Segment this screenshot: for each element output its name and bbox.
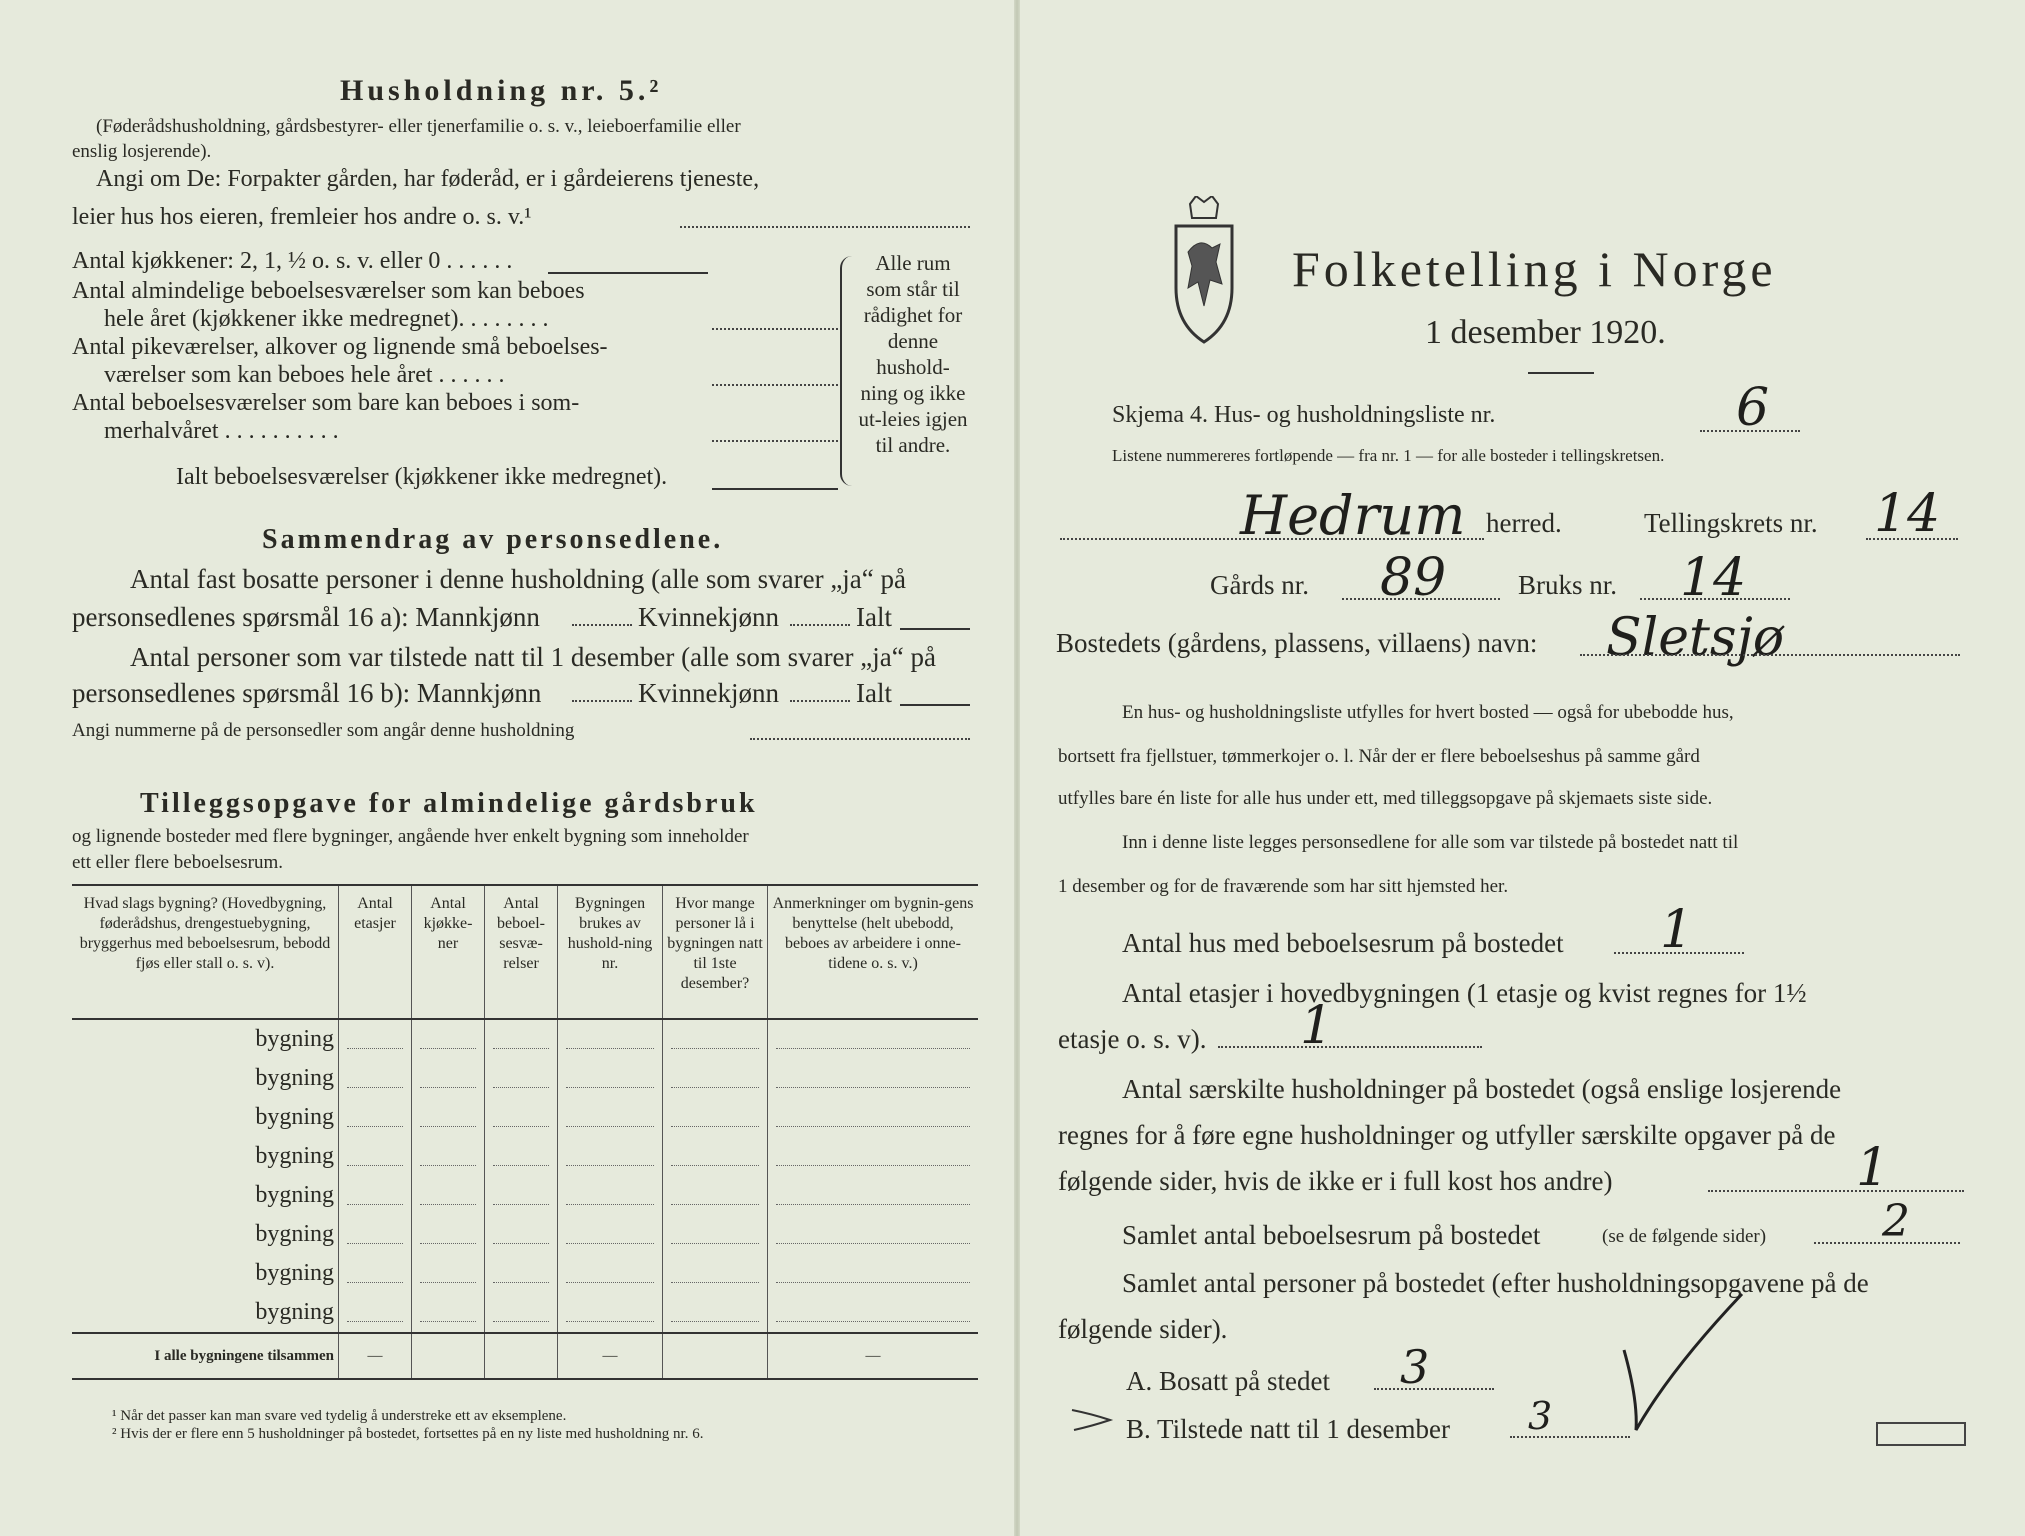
floors-line [1218,1046,1482,1048]
building-row-label: bygning [255,1182,334,1208]
schema-number: 6 [1736,378,1770,438]
bruks-value: 14 [1680,548,1747,608]
building-row [72,1059,978,1098]
herred-label: herred. [1486,508,1562,538]
small-rooms-question-2: værelser som kan beboes hele året . . . . . . [104,362,505,388]
total-rooms-question: Ialt beboelsesværelser (kjøkkener ikke medregnet). [176,464,668,490]
building-row [72,1019,978,1059]
schema-line [1700,430,1800,432]
total-label-1: Ialt [856,602,892,632]
resident-question: A. Bosatt på stedet [1126,1366,1330,1396]
total-household: — [558,1333,663,1379]
floors-question-1: Antal etasjer i hovedbygningen (1 etasje og kvist regnes for 1½ [1122,978,1807,1008]
building-row [72,1215,978,1254]
numbering-note: Listene nummereres fortløpende — fra nr. 1 — for alle bosteder i tellingskretsen. [1112,446,1665,465]
census-date: 1 desember 1920. [1425,314,1666,351]
total-remarks: — [768,1333,979,1379]
building-row-label: bygning [255,1299,334,1325]
rooms-answer-line [712,328,838,330]
brace [840,256,856,486]
building-row-label: bygning [255,1065,334,1091]
building-row [72,1137,978,1176]
household-title: Husholdning nr. 5.² [340,74,663,107]
supplement-line-2: ett eller flere beboelsesrum. [72,852,284,873]
building-table [72,884,978,1380]
header-floors: Antal etasjer [339,885,412,1019]
main-title: Folketelling i Norge [1292,241,1777,297]
summer-rooms-answer-line [712,440,838,442]
krets-line [1866,538,1958,540]
building-table-header [72,885,978,1019]
instruction-1b: bortsett fra fjellstuer, tømmerkojer o. l. Når der er flere beboelseshus på samme gård [1058,746,1700,767]
kitchens-answer-line [548,272,708,274]
building-total-row [72,1333,978,1379]
instruction-2b: 1 desember og for de fraværende som har sitt hjemsted her. [1058,876,1509,897]
female-label-2: Kvinnekjønn [638,678,779,708]
bosted-label: Bostedets (gårdens, plassens, villaens) navn: [1056,628,1538,658]
building-row [72,1293,978,1333]
summary-line-1a: Antal fast bosatte personer i denne husholdning (alle som svarer „ja“ på [130,564,906,594]
building-row-label: bygning [255,1143,334,1169]
resident-value: 3 [1400,1340,1430,1394]
floors-question-2: etasje o. s. v). [1058,1024,1207,1054]
supplement-title: Tilleggsopgave for almindelige gårdsbruk [140,788,758,819]
bruks-label: Bruks nr. [1518,570,1618,600]
household-question-1: Angi om De: Forpakter gården, har føderåd, er i gårdeierens tjeneste, [96,166,760,192]
kitchens-question: Antal kjøkkener: 2, 1, ½ o. s. v. eller 0 . . . . . . [72,248,513,274]
rooms-question-1: Antal almindelige beboelsesværelser som kan beboes [72,278,585,304]
houses-question: Antal hus med beboelsesrum på bostedet [1122,928,1564,958]
header-household-no: Bygningen brukes av hushold-ning nr. [558,885,663,1019]
persons-question-2: følgende sider). [1058,1314,1228,1344]
building-row [72,1176,978,1215]
total-rooms-answer-line [712,488,838,490]
building-row-label: bygning [255,1260,334,1286]
brace-note: Alle rum som står til rådighet for denne hushold-ning og ikke ut-leies igjen til andre. [858,251,968,457]
floors-value: 1 [1300,996,1334,1056]
households-value: 1 [1856,1138,1890,1198]
krets-label: Tellingskrets nr. [1644,508,1818,538]
total-floors: — [339,1333,412,1379]
female-label-1: Kvinnekjønn [638,602,779,632]
present-value: 3 [1528,1394,1553,1438]
total-answer-line-1 [900,628,970,630]
rooms-question-2: hele året (kjøkkener ikke medregnet). . . . . . . . [104,306,549,332]
summary-title: Sammendrag av personsedlene. [262,524,724,555]
small-rooms-question-1: Antal pikeværelser, alkover og lignende små beboelses- [72,334,608,360]
female-answer-line-1 [790,624,850,626]
building-row [72,1098,978,1137]
summary-line-2a: Antal personer som var tilstede natt til 1 desember (alle som svarer „ja“ på [130,642,936,672]
rooms-total-value: 2 [1882,1196,1910,1247]
household-question-2: leier hus hos eieren, fremleier hos andre o. s. v.¹ [72,204,532,230]
header-rooms: Antal beboel-sesvæ-relser [485,885,558,1019]
building-row-label: bygning [255,1104,334,1130]
person-numbers-question: Angi nummerne på de personsedler som angår denne husholdning [72,720,575,741]
resident-line [1374,1388,1494,1390]
gards-line [1342,598,1500,600]
rooms-total-note: (se de følgende sider) [1602,1226,1767,1247]
building-row-label: bygning [255,1221,334,1247]
check-mark-icon [1620,1290,1750,1440]
printer-stamp-icon [1876,1422,1966,1446]
instruction-1c: utfylles bare én liste for alle hus under ett, med tilleggsopgave på skjemaets siste side. [1058,788,1713,809]
arrow-mark-icon [1070,1404,1114,1434]
male-answer-line-1 [572,624,632,626]
household-intro-1: (Føderådshusholdning, gårdsbestyrer- eller tjenerfamilie o. s. v., leieboerfamilie eller [96,116,741,137]
gards-label: Gårds nr. [1210,570,1309,600]
houses-value: 1 [1660,900,1694,960]
supplement-line-1: og lignende bosteder med flere bygninger, angående hver enkelt bygning som inneholder [72,826,749,847]
page-fold [1014,0,1020,1536]
schema-label: Skjema 4. Hus- og husholdningsliste nr. [1112,402,1496,428]
title-divider [1528,372,1594,374]
header-kitchens: Antal kjøkke-ner [412,885,485,1019]
building-row [72,1254,978,1293]
bosted-value: Sletsjø [1606,608,1785,668]
gards-value: 89 [1380,548,1447,608]
herred-line [1060,538,1484,540]
bruks-line [1640,598,1790,600]
present-question: B. Tilstede natt til 1 desember [1126,1414,1450,1444]
answer-line [680,226,970,228]
households-question-2: regnes for å føre egne husholdninger og utfyller særskilte opgaver på de [1058,1120,1836,1150]
household-intro-2: enslig losjerende). [72,141,212,162]
summer-rooms-question-2: merhalvåret . . . . . . . . . . [104,418,339,444]
persons-question-1: Samlet antal personer på bostedet (efter husholdningsopgavene på de [1122,1268,1869,1298]
bosted-line [1580,654,1960,656]
instruction-2a: Inn i denne liste legges personsedlene for alle som var tilstede på bostedet natt til [1122,832,1739,853]
person-numbers-line [750,738,970,740]
households-line [1708,1190,1964,1192]
header-building-type: Hvad slags bygning? (Hovedbygning, føderådshus, drengestuebygning, bryggerhus med beboelsesrum, bebodd fjøs eller stall o. s. v). [79,895,331,972]
female-answer-line-2 [790,700,850,702]
rooms-total-line [1814,1242,1960,1244]
rooms-total-question: Samlet antal beboelsesrum på bostedet [1122,1220,1541,1250]
krets-value: 14 [1874,484,1941,544]
present-line [1510,1436,1630,1438]
total-answer-line-2 [900,704,970,706]
households-question-1: Antal særskilte husholdninger på bostedet (også enslige losjerende [1122,1074,1842,1104]
footnote-1: ¹ Når det passer kan man svare ved tydelig å understreke ett av eksemplene. [112,1408,567,1424]
coat-of-arms-icon [1170,196,1238,346]
houses-line [1614,952,1744,954]
summary-line-1b: personsedlenes spørsmål 16 a): Mannkjønn [72,602,540,632]
summer-rooms-question-1: Antal beboelsesværelser som bare kan beboes i som- [72,390,580,416]
herred-value: Hedrum [1240,484,1466,547]
households-question-3: følgende sider, hvis de ikke er i full kost hos andre) [1058,1166,1613,1196]
building-total-label: I alle bygningene tilsammen [72,1333,339,1379]
male-answer-line-2 [572,700,632,702]
footnote-2: ² Hvis der er flere enn 5 husholdninger på bostedet, fortsettes på en ny liste med husholdning nr. 6. [112,1426,704,1442]
instruction-1a: En hus- og husholdningsliste utfylles for hvert bosted — også for ubebodde hus, [1122,702,1734,723]
small-rooms-answer-line [712,384,838,386]
header-persons: Hvor mange personer lå i bygningen natt til 1ste desember? [663,885,768,1019]
total-label-2: Ialt [856,678,892,708]
header-remarks: Anmerkninger om bygnin-gens benyttelse (helt ubebodd, beboes av arbeidere i onne-tidene o. s. v.) [768,885,979,1019]
building-row-label: bygning [255,1026,334,1052]
summary-line-2b: personsedlenes spørsmål 16 b): Mannkjønn [72,678,542,708]
